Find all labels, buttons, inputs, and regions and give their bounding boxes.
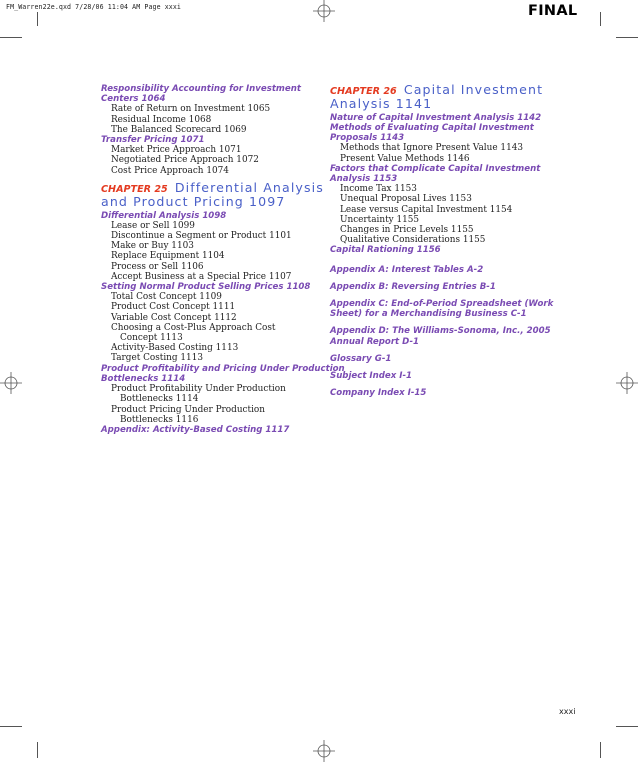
toc-heading: Analysis 1153 <box>330 174 398 185</box>
page-number: xxxi <box>559 707 576 716</box>
toc-right-column <box>330 78 570 398</box>
glossary-entry: Glossary G-1 <box>330 353 392 364</box>
toc-entry: Negotiated Price Approach 1072 <box>111 155 259 166</box>
toc-entry: Discontinue a Segment or Product 1101 <box>111 231 292 242</box>
toc-entry-continued: Bottlenecks 1116 <box>120 414 199 425</box>
crop-mark-top-right-h <box>616 37 638 38</box>
toc-entry: Target Costing 1113 <box>111 353 203 364</box>
toc-heading: Proposals 1143 <box>330 133 405 144</box>
toc-heading: Methods of Evaluating Capital Investment <box>330 123 534 134</box>
chapter-title-line: and Product Pricing 1097 <box>101 194 286 210</box>
toc-heading: Product Profitability and Pricing Under Production <box>101 363 345 374</box>
appendix-c-entry-continued: Sheet) for a Merchandising Business C-1 <box>330 309 527 320</box>
chapter-title-line: Analysis 1141 <box>330 96 433 112</box>
crop-mark-bottom-left-h <box>0 726 22 727</box>
toc-entry: Present Value Methods 1146 <box>340 153 470 164</box>
toc-entry: Cost Price Approach 1074 <box>111 165 229 176</box>
toc-heading: Capital Rationing 1156 <box>330 245 441 256</box>
toc-entry: Make or Buy 1103 <box>111 241 194 252</box>
chapter-25-title <box>101 179 324 210</box>
crop-mark-bottom-right-h <box>616 726 638 727</box>
appendix-b-entry: Appendix B: Reversing Entries B-1 <box>330 281 496 292</box>
toc-heading: Bottlenecks 1114 <box>101 373 186 384</box>
crop-mark-top-right-v <box>600 12 601 26</box>
chapter-label: CHAPTER 26 <box>330 86 397 97</box>
registration-mark-bottom <box>313 740 335 762</box>
toc-entry: Unequal Proposal Lives 1153 <box>340 194 472 205</box>
toc-entry: Market Price Approach 1071 <box>111 145 242 156</box>
chapter-label: CHAPTER 25 <box>101 183 168 195</box>
appendix-a-entry: Appendix A: Interest Tables A-2 <box>330 264 484 275</box>
toc-entry: Activity-Based Costing 1113 <box>111 343 239 354</box>
toc-left-column <box>101 84 345 435</box>
toc-entry: Uncertainty 1155 <box>340 214 420 225</box>
toc-entry: Qualitative Considerations 1155 <box>340 235 486 246</box>
toc-entry: Methods that Ignore Present Value 1143 <box>340 143 524 154</box>
registration-mark-top <box>313 0 335 22</box>
toc-entry-continued: Bottlenecks 1114 <box>120 394 199 405</box>
toc-entry: Process or Sell 1106 <box>111 261 204 272</box>
toc-heading: Differential Analysis 1098 <box>101 210 227 221</box>
toc-heading: Transfer Pricing 1071 <box>101 135 205 146</box>
toc-heading: Setting Normal Product Selling Prices 1108 <box>101 282 311 293</box>
toc-heading: Factors that Complicate Capital Investment <box>330 163 541 174</box>
printer-slug: FM_Warren22e.qxd 7/28/06 11:04 AM Page xxxi <box>6 3 181 11</box>
chapter-title-line: Capital Investment <box>403 82 544 97</box>
final-stamp: FINAL <box>528 3 578 19</box>
toc-entry: Variable Cost Concept 1112 <box>111 312 237 323</box>
company-index-entry: Company Index I-15 <box>330 388 427 399</box>
toc-entry: Changes in Price Levels 1155 <box>340 225 474 236</box>
toc-entry: Residual Income 1068 <box>111 114 212 125</box>
toc-heading: Responsibility Accounting for Investment <box>101 84 301 94</box>
toc-entry: Lease or Sell 1099 <box>111 220 195 231</box>
toc-entry: Product Pricing Under Production <box>111 404 265 415</box>
registration-mark-left <box>0 372 22 394</box>
toc-entry: Rate of Return on Investment 1065 <box>111 104 271 115</box>
toc-entry: The Balanced Scorecard 1069 <box>111 124 247 135</box>
appendix-d-entry-continued: Annual Report D-1 <box>330 336 419 347</box>
registration-mark-right <box>616 372 638 394</box>
chapter-26-title <box>330 84 570 111</box>
toc-entry: Product Cost Concept 1111 <box>111 302 236 313</box>
crop-mark-top-left-h <box>0 37 22 38</box>
toc-entry: Replace Equipment 1104 <box>111 251 225 262</box>
crop-mark-bottom-right-v <box>600 742 601 758</box>
chapter-title-line: Differential Analysis <box>174 179 324 195</box>
toc-entry-continued: Concept 1113 <box>120 333 183 344</box>
toc-entry: Lease versus Capital Investment 1154 <box>340 204 513 215</box>
toc-heading: Centers 1064 <box>101 94 166 105</box>
toc-entry: Choosing a Cost-Plus Approach Cost <box>111 322 276 333</box>
crop-mark-top-left-v <box>37 12 38 26</box>
crop-mark-bottom-left-v <box>37 742 38 758</box>
toc-entry: Total Cost Concept 1109 <box>111 292 222 303</box>
toc-heading: Appendix: Activity-Based Costing 1117 <box>101 424 290 435</box>
toc-entry: Accept Business at a Special Price 1107 <box>111 271 292 282</box>
appendix-c-entry: Appendix C: End-of-Period Spreadsheet (Work <box>330 299 554 310</box>
toc-entry: Income Tax 1153 <box>340 184 417 195</box>
appendix-d-entry: Appendix D: The Williams-Sonoma, Inc., 2005 <box>330 326 551 337</box>
subject-index-entry: Subject Index I-1 <box>330 371 413 382</box>
toc-heading: Nature of Capital Investment Analysis 1142 <box>330 112 542 123</box>
toc-entry: Product Profitability Under Production <box>111 384 286 395</box>
